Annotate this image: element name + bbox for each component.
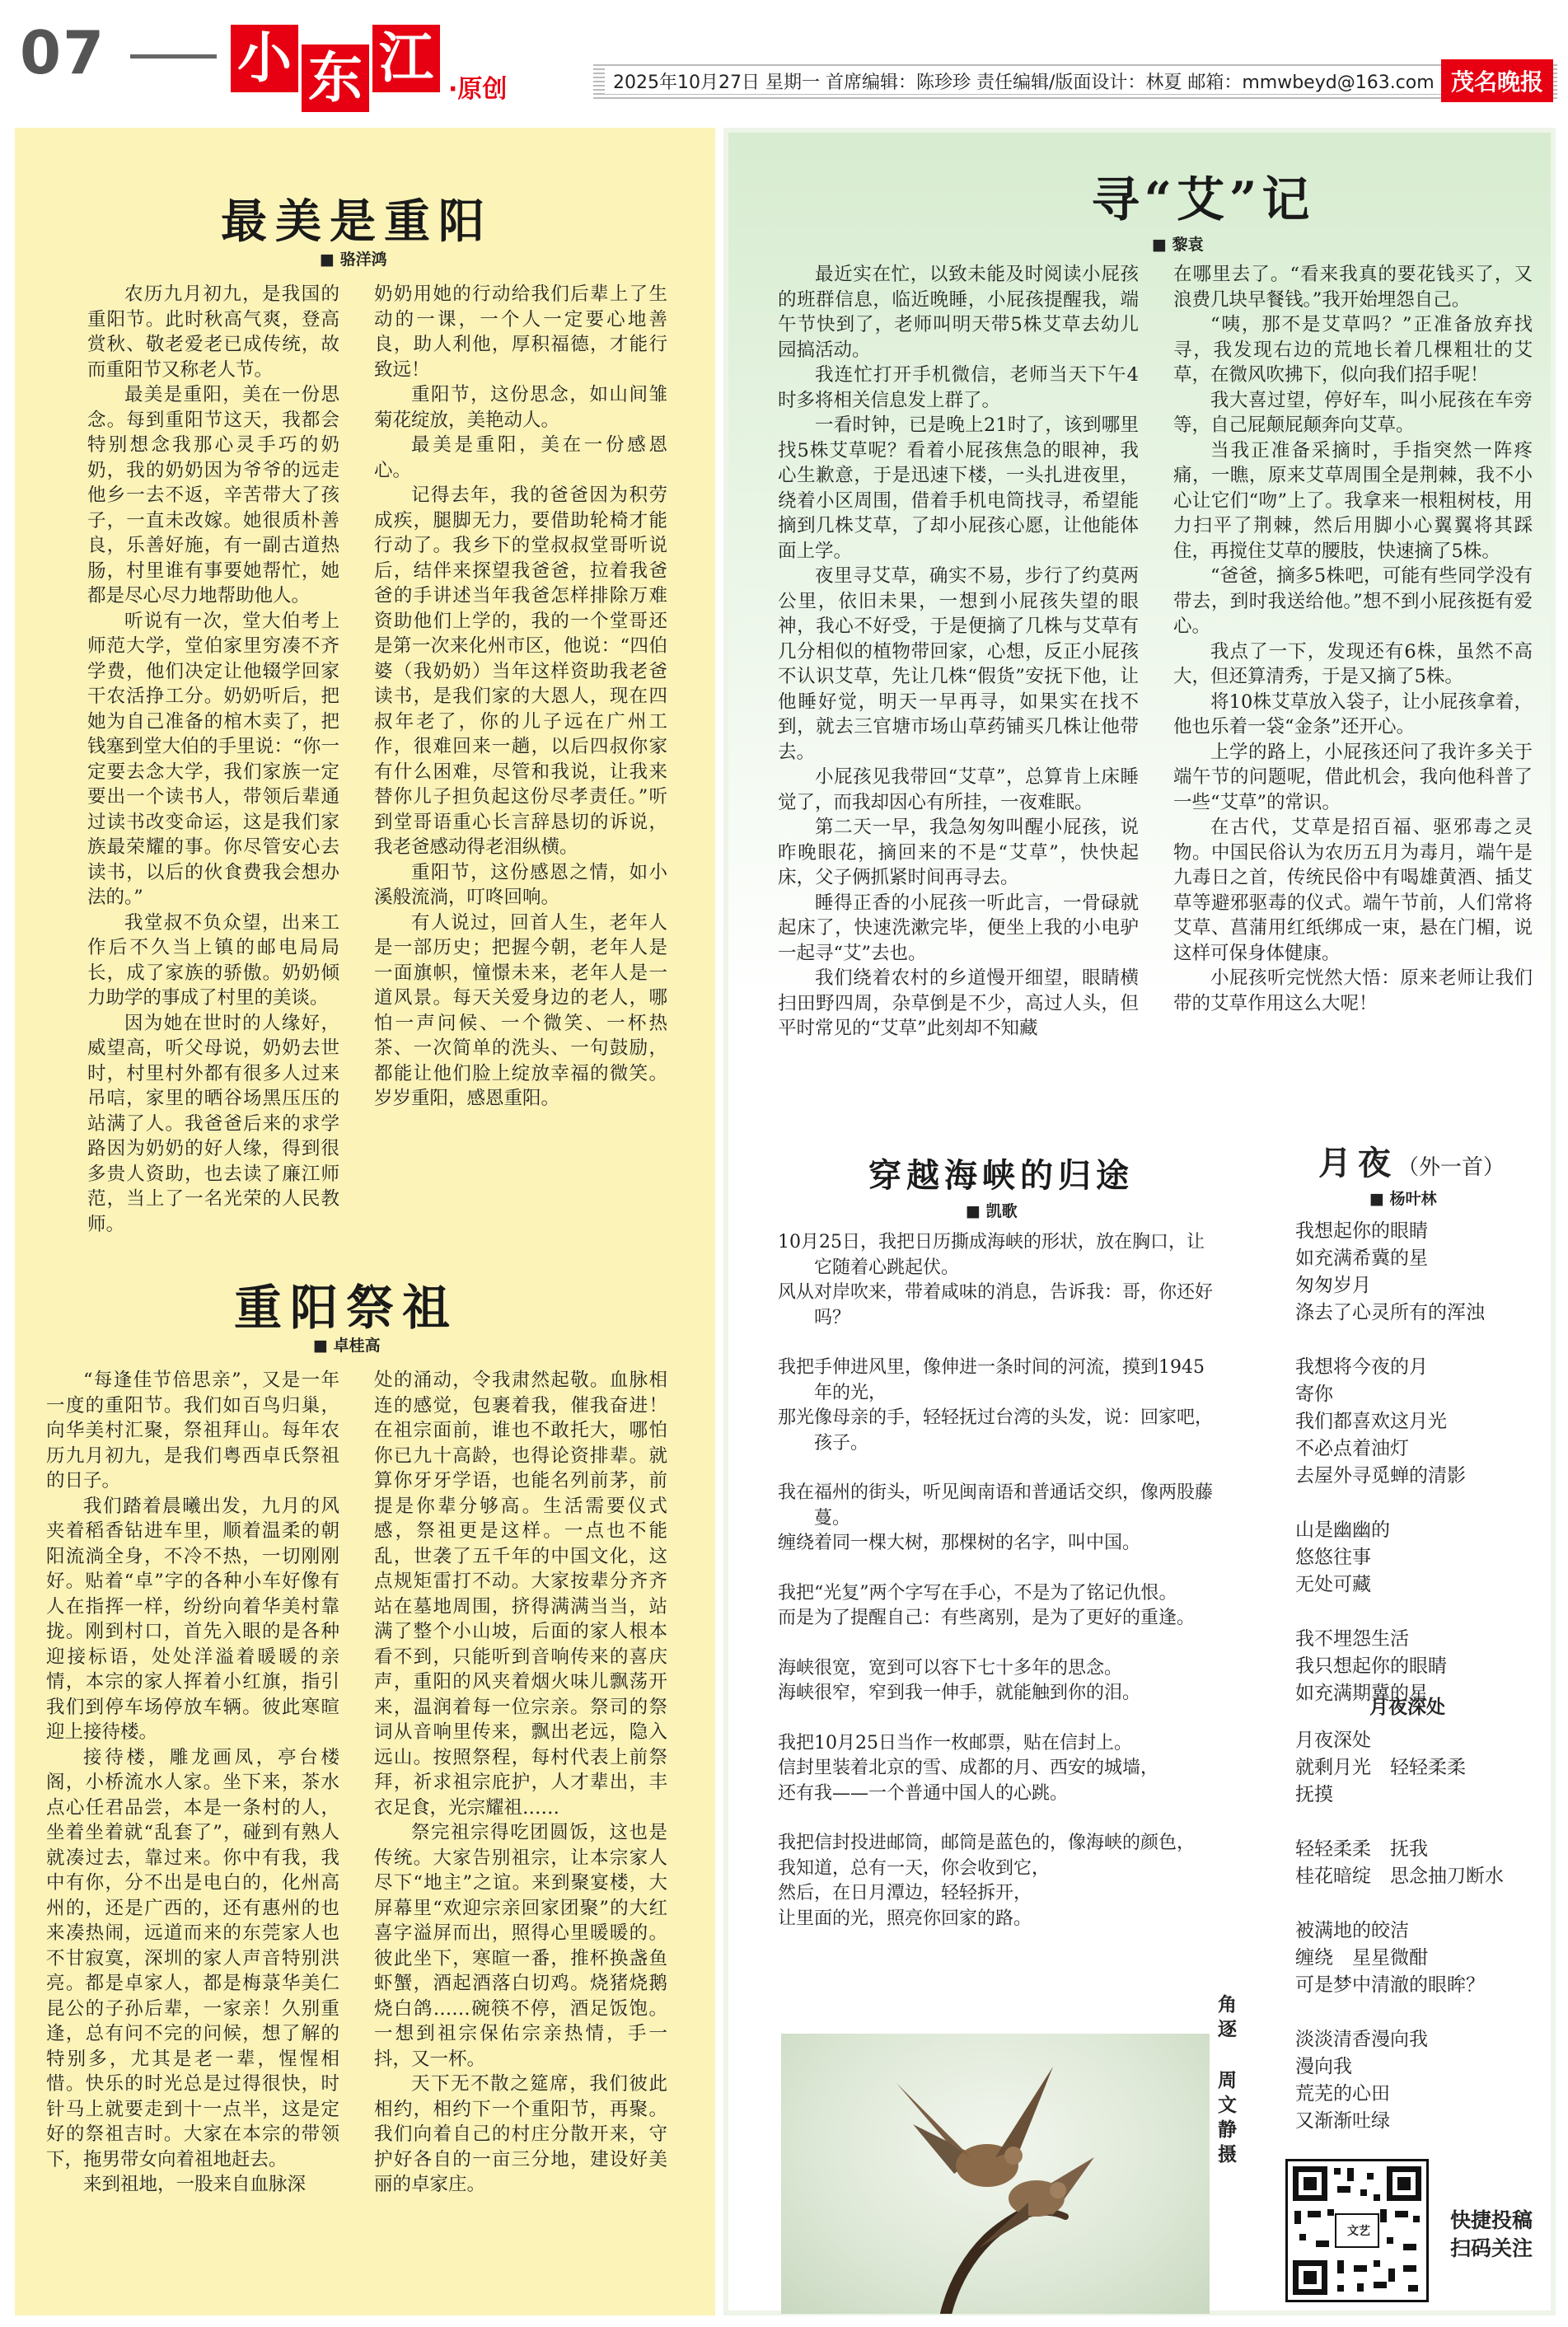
article-column	[374, 1368, 667, 2198]
poem-line: 而是为了提醒自己：有些离别，是为了更好的重逢。	[778, 1608, 1196, 1628]
poem-line: 我在福州的街头，听见闽南语和普通话交织，像两股藤蔓。	[778, 1482, 1214, 1529]
section-char: 江	[372, 25, 440, 92]
section-char: 小	[231, 25, 298, 92]
poem-line: 轻轻柔柔 抚我	[1295, 1838, 1428, 1860]
paragraph: 第二天一早，我急匆匆叫醒小屁孩，说昨晚眼花，摘回来的不是“艾草”，快快起床，父子俩抓紧时间再寻去。	[778, 817, 1139, 888]
paragraph: “每逢佳节倍思亲”，又是一年一度的重阳节。我们如百鸟归巢，向华美村汇聚，祭祖拜山。每年农历九月初九，是我们粤西卓氏祭祖的日子。	[46, 1370, 339, 1491]
poem-line: 月夜深处	[1295, 1730, 1371, 1751]
poem-line: 我想起你的眼睛	[1295, 1220, 1428, 1242]
poem-line: 山是幽幽的	[1295, 1519, 1390, 1541]
paragraph: 夜里寻艾草，确实不易，步行了约莫两公里，依旧未果，一想到小屁孩失望的眼神，我心不好受，于是便摘了几株与艾草有几分相似的植物带回家，心想，反正小屁孩不认识艾草，先让几株“假货”安抚下他，让他睡好觉，明天一早再寻，如果实在找不到，就去三官塘市场山草药铺买几株让他带去。	[778, 565, 1139, 763]
poem-line: 匆匆岁月	[1295, 1275, 1371, 1296]
paragraph: 来到祖地，一股来自血脉深	[83, 2174, 307, 2195]
poem-line: 然后，在日月潭边，轻轻拆开，	[778, 1883, 1032, 1903]
poem-line: 如充满期冀的星	[1295, 1683, 1428, 1704]
article-title: 最美是重阳	[221, 194, 493, 249]
paragraph: 我们踏着晨曦出发，九月的风夹着稻香钻进车里，顺着温柔的朝阳流淌全身，不冷不热，一切刚刚好。贴着“卓”字的各种小车好像有人在指挥一样，纷纷向着华美村靠拢。刚到村口，首先入眼的是各种迎接标语，处处洋溢着暖暖的亲情，本宗的家人挥着小红旗，指引我们到停车场停放车辆。彼此寒暄迎上接待楼。	[46, 1495, 339, 1743]
poem-line: 缠绕 星星微酣	[1295, 1947, 1428, 1969]
paragraph: 睡得正香的小屁孩一听此言，一骨碌就起床了，快速洗漱完毕，便坐上我的小电驴一起寻“艾”去也。	[778, 892, 1139, 964]
poem-line: 就剩月光 轻轻柔柔	[1295, 1757, 1466, 1778]
poem-body	[1295, 1218, 1534, 1707]
paragraph: 有人说过，回首人生，老年人是一部历史；把握今朝，老年人是一面旗帜，憧憬未来，老年人是一道风景。每天关爱身边的老人，哪怕一声问候、一个微笑、一杯热茶、一次简单的洗头、一句鼓励，都能让他们脸上绽放幸福的微笑。岁岁重阳，感恩重阳。	[374, 911, 667, 1109]
qr-label: 文艺	[1347, 2225, 1370, 2238]
info-bar	[593, 64, 1557, 99]
poem-line: 桂花暗绽 思念抽刀断水	[1295, 1866, 1504, 1887]
paragraph: 农历九月初九，是我国的重阳节。此时秋高气爽，登高赏秋、敬老爱老已成传统，故而重阳节又称老人节。	[87, 283, 339, 381]
poem-line: 悠悠往事	[1295, 1547, 1371, 1568]
poem-line: 漫向我	[1295, 2056, 1352, 2077]
paragraph: 重阳节，这份感恩之情，如小溪般流淌，叮咚回响。	[374, 861, 667, 908]
paragraph: 听说有一次，堂大伯考上师范大学，堂伯家里穷凑不齐学费，他们决定让他辍学回家干农活挣工分。奶奶听后，把她为自己准备的棺木卖了，把钱塞到堂大伯的手里说：“你一定要去念大学，我们家族一定要出一个读书人，带领后辈通过读书改变命运，这是我们家族最荣耀的事。你尽管安心去读书，以后的伙食费我会想办法的。”	[87, 610, 339, 908]
poem-line: 不必点着油灯	[1295, 1438, 1409, 1459]
paragraph: 我堂叔不负众望，出来工作后不久当上镇的邮电局局长，成了家族的骄傲。奶奶倾力助学的事成了村里的美谈。	[87, 911, 339, 1009]
paragraph: 我连忙打开手机微信，老师当天下午4时多将相关信息发上群了。	[778, 364, 1139, 411]
page-number: 07	[20, 18, 106, 87]
paragraph: 在古代，艾草是招百福、驱邪毒之灵物。中国民俗认为农历五月为毒月，端午是九毒日之首，传统民俗中有喝雄黄酒、插艾草等避邪驱毒的仪式。端午节前，人们常将艾草、菖蒲用红纸绑成一束，悬在门楣，说这样可保身体健康。	[1173, 817, 1533, 964]
poem-subtitle: 月夜深处	[1369, 1697, 1445, 1718]
poem-line: 缠绕着同一棵大树，那棵树的名字，叫中国。	[778, 1533, 1141, 1553]
qr-text-line: 快捷投稿	[1450, 2208, 1533, 2232]
poem-line: 涤去了心灵所有的浑浊	[1295, 1302, 1485, 1323]
poem-line: 去屋外寻觅蝉的清影	[1295, 1465, 1466, 1487]
poem-line: 我把手伸进风里，像伸进一条时间的河流，摸到1945年的光，	[778, 1357, 1205, 1403]
paragraph: 将10株艾草放入袋子，让小屁孩拿着，他也乐着一袋“金条”还开心。	[1173, 691, 1533, 737]
paragraph: 最美是重阳，美在一份思念。每到重阳节这天，我都会特别想念我那心灵手巧的奶奶，我的奶奶因为爷爷的远走他乡一去不返，辛苦带大了孩子，一直未改嫁。她很质朴善良，乐善好施，有一副古道热肠，村里谁有事要她帮忙，她都是尽心尽力地帮助他人。	[87, 384, 339, 606]
poem-line: 海峡很窄，窄到我一伸手，就能触到你的泪。	[778, 1683, 1141, 1703]
paragraph: 最美是重阳，美在一份感恩心。	[374, 434, 667, 481]
paragraph: 重阳节，这份思念，如山间雏菊花绽放，美艳动人。	[374, 384, 667, 431]
poem-line: 那光像母亲的手，轻轻抚过台湾的头发，说：回家吧，孩子。	[778, 1407, 1214, 1454]
article-byline: ■ 黎袁	[1152, 236, 1204, 254]
poem-line: 让里面的光，照亮你回家的路。	[778, 1908, 1032, 1929]
poem-line: 我把“光复”两个字写在手心，不是为了铭记仇恨。	[778, 1582, 1177, 1604]
poem-line: 抚摸	[1295, 1784, 1333, 1805]
poem-line: 我只想起你的眼睛	[1295, 1655, 1447, 1677]
article-column	[778, 262, 1139, 1042]
article-title	[1318, 1137, 1505, 1184]
poem-body	[1295, 1727, 1534, 2135]
paragraph: 我大喜过望，停好车，叫小屁孩在车旁等，自己屁颠屁颠奔向艾草。	[1173, 389, 1533, 436]
section-title	[231, 25, 510, 110]
poem-line: 我知道，总有一天，你会收到它，	[778, 1857, 1051, 1879]
poem-line: 我们都喜欢这月光	[1295, 1411, 1447, 1432]
article-byline: ■ 卓桂高	[313, 1337, 381, 1355]
article-title: 穿越海峡的归途	[868, 1156, 1134, 1195]
poem-line: 还有我——一个普通中国人的心跳。	[778, 1782, 1069, 1804]
paragraph: “咦，那不是艾草吗？”正准备放弃找寻，我发现右边的荒地长着几棵粗壮的艾草，在微风吹拂下，似向我们招手呢！	[1173, 314, 1533, 386]
photo-caption: 角逐	[1218, 1993, 1237, 2040]
paragraph: 接待楼，雕龙画凤，亭台楼阁，小桥流水人家。坐下来，茶水点心任君品尝，本是一条村的人，坐着坐着就“乱套了”，碰到有熟人就凑过去，靠过来。你中有我，我中有你，分不出是电白的，化州高州的，还是广西的，还有惠州的也来凑热闹，远道而来的东莞家人也不甘寂寞，深圳的家人声音特别洪亮。都是卓家人，都是梅菉华美仁昆公的子孙后辈，一家亲！久别重逢，总有问不完的问候，想了解的特别多，尤其是老一辈，惺惺相惜。快乐的时光总是过得很快，时针马上就要走到十一点半，这是定好的祭祖吉时。大家在本宗的带领下，拖男带女向着祖地赶去。	[46, 1746, 339, 2170]
poem-line: 我把10月25日当作一枚邮票，贴在信封上。	[778, 1732, 1132, 1753]
paragraph: 处的涌动，令我肃然起敬。血脉相连的感觉，包裹着我，催我奋进！在祖宗面前，谁也不敢托大，哪怕你已九十高龄，也得论资排辈。就算你牙牙学语，也能名列前茅，前提是你辈分够高。生活需要仪式感，祭祖更是这样。一点也不能乱，世袭了五千年的中国文化，这点规矩雷打不动。大家按辈分齐齐站在墓地周围，挤得满满当当，站满了整个小山坡，后面的家人根本看不到，只能听到音响传来的喜庆声，重阳的风夹着烟火味儿飘荡开来，温润着每一位宗亲。祭司的祭词从音响里传来，飘出老远，隐入远山。按照祭程，每村代表上前祭拜，祈求祖宗庇护，人才辈出，丰衣足食，光宗耀祖……	[374, 1370, 667, 1819]
article-byline: ■ 杨叶林	[1369, 1190, 1437, 1208]
header-rule	[130, 54, 217, 59]
poem-line: 如充满希冀的星	[1295, 1248, 1428, 1269]
poem-body	[778, 1230, 1218, 1931]
paragraph: 在哪里去了。“看来我真的要花钱买了，又浪费几块早餐钱。”我开始埋怨自己。	[1173, 264, 1533, 311]
poem-line: 荒芜的心田	[1295, 2083, 1390, 2105]
poem-line: 淡淡清香漫向我	[1295, 2029, 1428, 2050]
paragraph: 因为她在世时的人缘好，威望高，听父母说，奶奶去世时，村里村外都有很多人过来吊唁，家里的晒谷场黑压压的站满了人。我爸爸后来的求学路因为奶奶的好人缘，得到很多贵人资助，也去读了廉江师范，当上了一名光荣的人民教师。	[87, 1012, 339, 1235]
article-title: 重阳祭祖	[233, 1280, 458, 1336]
poem-line: 我不埋怨生活	[1295, 1628, 1409, 1650]
paragraph: 一看时钟，已是晚上21时了，该到哪里找5株艾草呢？看着小屁孩焦急的眼神，我心生歉意，于是迅速下楼，一头扎进夜里，绕着小区周围，借着手机电筒找寻，希望能摘到几株艾草，了却小屁孩心愿，让他能体面上学。	[778, 414, 1139, 562]
article-byline: ■ 凯歌	[966, 1202, 1018, 1220]
article-column	[46, 1368, 339, 2198]
title-suffix: （外一首）	[1397, 1155, 1505, 1180]
poem-line: 无处可藏	[1295, 1574, 1371, 1595]
poem-line: 信封里装着北京的雪、成都的月、西安的城墙，	[778, 1758, 1159, 1778]
paragraph: 我们绕着农村的乡道慢开细望，眼睛横扫田野四周，杂草倒是不少，高过人头，但平时常见的“艾草”此刻却不知藏	[778, 967, 1139, 1039]
paragraph: 上学的路上，小屁孩还问了我许多关于端午节的问题呢，借此机会，我向他科普了一些“艾草”的常识。	[1173, 741, 1533, 813]
paragraph: 最近实在忙，以致未能及时阅读小屁孩的班群信息，临近晚睡，小屁孩提醒我，端午节快到了，老师叫明天带5株艾草去幼儿园搞活动。	[778, 264, 1139, 361]
photo-birds	[781, 2034, 1210, 2314]
article-column	[1173, 262, 1533, 1016]
paragraph: 记得去年，我的爸爸因为积劳成疾，腿脚无力，要借助轮椅才能行动了。我乡下的堂叔叔堂哥听说后，结伴来探望我爸爸，拉着我爸爸的手讲述当年我爸怎样排除万难资助他们上学的，我的一个堂哥还是第一次来化州市区，他说：“四伯婆（我奶奶）当年这样资助我老爸读书，是我们家的大恩人，现在四叔年老了，你的儿子远在广州工作，很难回来一趟，以后四叔你家有什么困难，尽管和我说，让我来替你儿子担负起这份尽孝责任。”听到堂哥语重心长言辞恳切的诉说，我老爸感动得老泪纵横。	[374, 485, 667, 858]
qr-instructions	[1450, 2207, 1533, 2263]
article-title: 寻“艾”记	[1091, 171, 1315, 227]
qr-code[interactable]	[1285, 2159, 1429, 2302]
poem-line: 可是梦中清澈的眼眸？	[1295, 1974, 1485, 1996]
section-tag: ·原创	[448, 75, 508, 104]
poem-line: 海峡很宽，宽到可以容下七十多年的思念。	[778, 1657, 1123, 1679]
article-column	[374, 282, 667, 1112]
page-header	[0, 0, 1568, 124]
poem-line: 我想将今夜的月	[1295, 1356, 1428, 1378]
poem-line: 我把信封投进邮筒，邮筒是蓝色的，像海峡的颜色，	[778, 1833, 1196, 1853]
paragraph: 天下无不散之筵席，我们彼此相约，相约下一个重阳节，再聚。我们向着自己的村庄分散开来，守护好各自的一亩三分地，建设好美丽的卓家庄。	[374, 2073, 667, 2195]
poem-line: 风从对岸吹来，带着咸味的消息，告诉我：哥，你还好吗？	[778, 1282, 1214, 1328]
photo-credit: 周文静摄	[1218, 2069, 1237, 2165]
paragraph: 奶奶用她的行动给我们后辈上了生动的一课，一个人一定要心地善良，助人利他，厚积福德，才能行致远！	[374, 283, 667, 381]
paragraph: 当我正准备采摘时，手指突然一阵疼痛，一瞧，原来艾草周围全是荆棘，我不小心让它们“吻”上了。我拿来一根粗树枝，用力扫平了荆棘，然后用脚小心翼翼将其踩住，再搅住艾草的腰肢，快速摘了5株。	[1173, 439, 1533, 562]
title-main: 月夜	[1318, 1144, 1397, 1182]
paragraph: 我点了一下，发现还有6株，虽然不高大，但还算清秀，于是又摘了5株。	[1173, 640, 1533, 687]
poem-line: 又渐渐吐绿	[1295, 2110, 1390, 2132]
poem-line: 被满地的皎洁	[1295, 1920, 1409, 1941]
article-byline: ■ 骆洋鸿	[320, 250, 387, 269]
newspaper-logo: 茂名晚报	[1441, 59, 1553, 102]
paragraph: 小屁孩听完恍然大悟：原来老师让我们带的艾草作用这么大呢！	[1173, 967, 1533, 1014]
paragraph: “爸爸，摘多5株吧，可能有些同学没有带去，到时我送给他。”想不到小屁孩挺有爱心。	[1173, 565, 1533, 637]
paragraph: 小屁孩见我带回“艾草”，总算肯上床睡觉了，而我却因心有所挂，一夜难眠。	[778, 766, 1139, 813]
poem-line: 寄你	[1295, 1384, 1333, 1405]
qr-text-line: 扫码关注	[1450, 2236, 1533, 2260]
article-column	[87, 282, 339, 1237]
section-char: 东	[302, 44, 369, 112]
poem-line: 10月25日，我把日历撕成海峡的形状，放在胸口，让它随着心跳起伏。	[778, 1232, 1205, 1278]
issue-info: 2025年10月27日 星期一 首席编辑：陈珍珍 责任编辑/版面设计：林夏 邮箱：mmwbeyd@163.com	[605, 68, 1443, 94]
birds-illustration	[781, 2034, 1210, 2314]
paragraph: 祭完祖宗得吃团圆饭，这也是传统。大家告别祖宗，让本宗家人尽下“地主”之谊。来到聚宴楼，大屏幕里“欢迎宗亲回家团聚”的大红喜字溢屏而出，照得心里暖暖的。彼此坐下，寒暄一番，推杯换盏鱼虾蟹，酒起酒落白切鸡。烧猪烧鹅烧白鸽……碗筷不停，酒足饭饱。一想到祖宗保佑宗亲热情，手一抖，又一杯。	[374, 1822, 667, 2070]
